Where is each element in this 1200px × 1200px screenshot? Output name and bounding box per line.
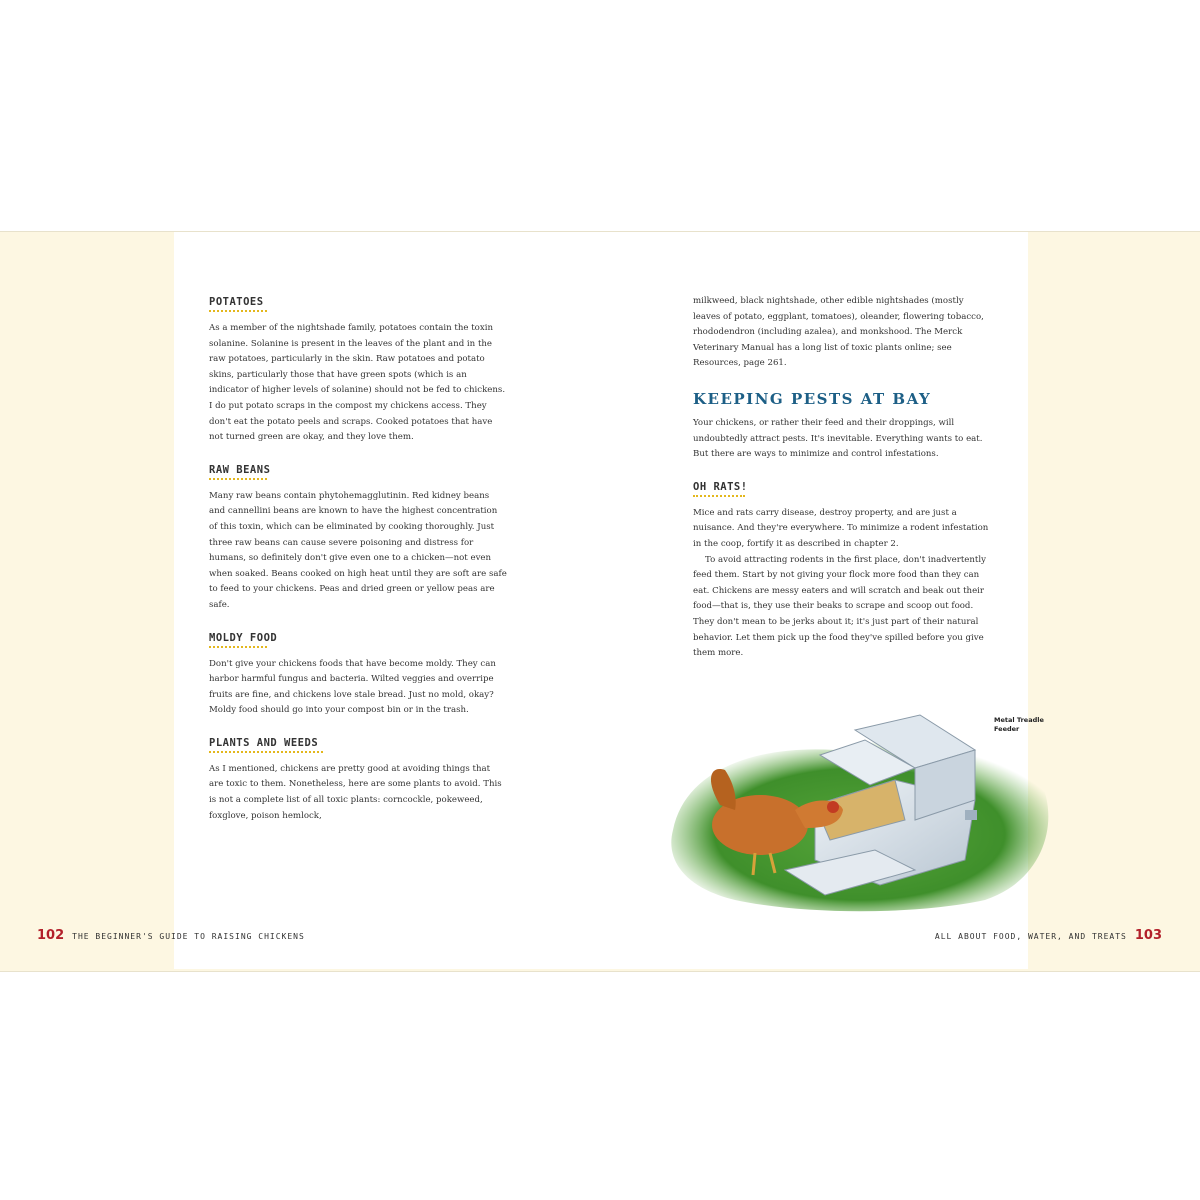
page-number-left: 102 <box>37 928 65 943</box>
footer-right <box>935 928 1162 943</box>
section-raw-beans <box>209 464 507 614</box>
heading-rule <box>693 495 745 497</box>
heading-rule <box>209 310 267 312</box>
running-title-right: ALL ABOUT FOOD, WATER, AND TREATS <box>934 932 1127 941</box>
chicken-feeder-illustration <box>665 710 1055 915</box>
heading-oh-rats: OH RATS! <box>693 480 748 493</box>
section-potatoes <box>209 296 507 446</box>
illustration-caption: Metal Treadle Feeder <box>994 716 1044 733</box>
heading-rule <box>209 751 323 753</box>
running-title-left: THE BEGINNER'S GUIDE TO RAISING CHICKENS <box>72 932 305 941</box>
paragraph-raw-beans: Many raw beans contain phytohemagglutinin. Red kidney beans and cannellini beans are known to have the highest concentration of this toxin, which can be eliminated by cooking thoroughly. Just three raw beans can cause severe poisoning and distress for humans, so definitely don't give even one to a chicken—not even when soaked. Beans cooked on high heat until they are soft are safe to feed to your chickens. Peas and dried green or yellow peas are safe. <box>209 490 507 610</box>
right-page-column <box>693 294 991 680</box>
section-moldy-food <box>209 632 507 719</box>
page-number-right: 103 <box>1134 928 1162 943</box>
heading-potatoes: POTATOES <box>209 296 264 308</box>
paragraph-plants-weeds: As I mentioned, chickens are pretty good at avoiding things that are toxic to them. Nonetheless, here are some plants to avoid. This is not a complete list of all toxic plants: corncockle, pokeweed, foxglove, poison hemlock, <box>209 763 502 821</box>
heading-rule <box>209 478 267 480</box>
heading-plants-weeds: PLANTS AND WEEDS <box>209 736 319 749</box>
paragraph-oh-rats-1: Mice and rats carry disease, destroy property, and are just a nuisance. And they're everywhere. To minimize a rodent infestation in the coop, fortify it as described in chapter 2. <box>693 507 989 549</box>
left-page-column <box>209 296 507 842</box>
paragraph-keeping-pests: Your chickens, or rather their feed and their droppings, will undoubtedly attract pests. It's inevitable. Everything wants to eat. But there are ways to minimize and control infestations. <box>693 417 983 460</box>
paragraph-continued-plants: milkweed, black nightshade, other edible nightshades (mostly leaves of potato, eggplant, tomatoes), oleander, flowering tobacco, rhododendron (including azalea), and monkshood. The Merck Veterinary Manual has a long list of toxic plants online; see Resources, page 261. <box>693 296 984 369</box>
section-title-keeping-pests: KEEPING PESTS AT BAY <box>693 389 932 408</box>
section-plants-weeds <box>209 737 507 824</box>
paragraph-oh-rats-2: To avoid attracting rodents in the first place, don't inadvertently feed them. Start by not giving your flock more food than they can eat. Chickens are messy eaters and will scratch and beak out their food—that is, they use their beaks to scrape and scoop out food. They don't mean to be jerks about it; it's just part of their natural behavior. Let them pick up the food they've spilled before you give them more. <box>693 554 986 659</box>
heading-rule <box>209 646 267 648</box>
paragraph-moldy-food: Don't give your chickens foods that have become moldy. They can harbor harmful fungus and bacteria. Wilted veggies and overripe fruits are fine, and chickens love stale bread. Just no mold, okay? Moldy food should go into your compost bin or in the trash. <box>209 658 496 716</box>
footer-left <box>37 928 305 943</box>
heading-moldy-food: MOLDY FOOD <box>209 631 278 644</box>
paragraph-potatoes: As a member of the nightshade family, potatoes contain the toxin solanine. Solanine is present in the leaves of the plant and in the raw potatoes, particularly in the skin. Raw potatoes and potato skins, particularly those that have green spots (which is an indicator of higher levels of solanine) should not be fed to chickens. I do put potato scraps in the compost my chickens access. They don't eat the potato peels and scraps. Cooked potatoes that have not turned green are okay, and they love them. <box>209 323 506 443</box>
heading-raw-beans: RAW BEANS <box>209 463 271 476</box>
